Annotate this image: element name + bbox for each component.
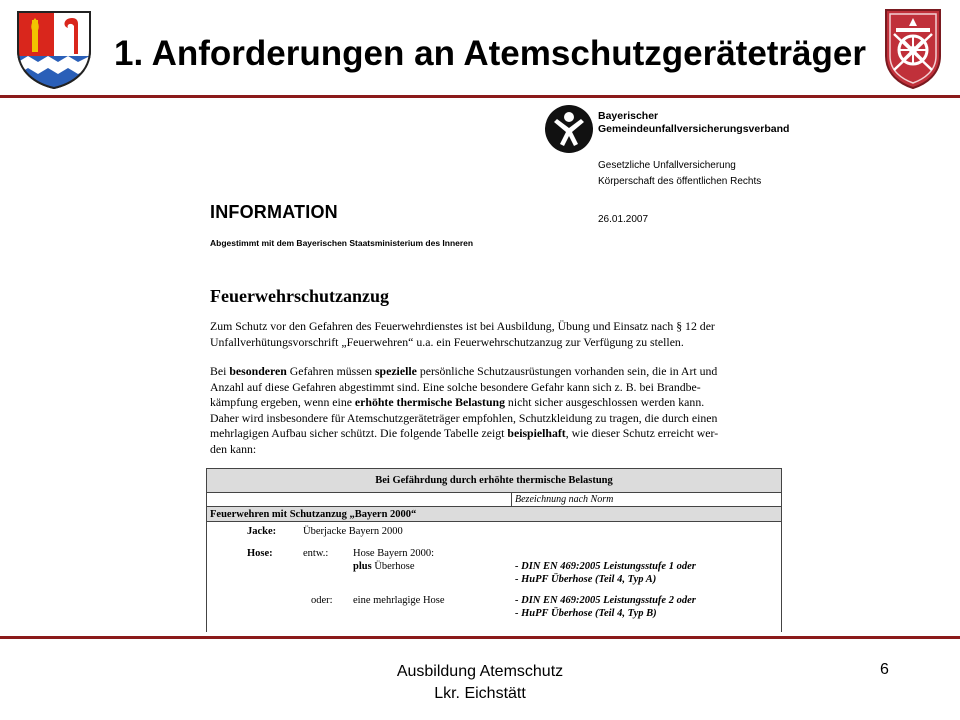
option-2-value: eine mehrlagige Hose: [353, 595, 445, 606]
text-run: Bei: [210, 364, 230, 378]
paragraph-2-line: den kann:: [210, 441, 257, 456]
option-1-line2: [353, 560, 415, 573]
table-header: Bei Gefährdung durch erhöhte thermische Belastung: [207, 469, 781, 493]
table-subheader: [207, 493, 781, 507]
emphasis-text: spezielle: [374, 364, 417, 378]
table-group-row: Feuerwehren mit Schutzanzug „Bayern 2000“: [207, 507, 781, 522]
text-run: Überhose: [371, 561, 415, 572]
option-1-line1: Hose Bayern 2000:: [353, 548, 435, 559]
gemeindeunfallversicherung-logo-icon: [544, 104, 594, 154]
paragraph-2-line: Daher wird insbesondere für Atemschutzgeräteträger empfohlen, Schutzkleidung zu tragen, die durch einen: [210, 410, 718, 425]
emphasis-text: erhöhte thermische Belastung: [354, 395, 505, 410]
emphasis-text: plus: [353, 561, 372, 572]
paragraph-1-line: Zum Schutz vor den Gefahren des Feuerwehrdienstes ist bei Ausbildung, Übung und Einsatz nach § 12 der: [210, 319, 715, 333]
paragraph-2: [210, 364, 789, 458]
text-run: , wie dieser Schutz erreicht wer-: [565, 426, 719, 441]
protection-table: [206, 468, 782, 632]
information-heading: INFORMATION: [210, 202, 338, 222]
paragraph-2-line: Anzahl auf diese Gefahren abgestimmt sind. Eine solche besondere Gefahr kann sich z. B. bei Brandbe-: [210, 379, 701, 394]
option-2-norm-1: - DIN EN 469:2005 Leistungsstufe 2 oder: [515, 595, 696, 606]
org-subtitle-line2: Körperschaft des öffentlichen Rechts: [598, 176, 762, 187]
district-crest-icon: [16, 10, 92, 90]
paragraph-1-line: Unfallverhütungsvorschrift „Feuerwehren“ u.a. ein Feuerwehrschutzanzug zur Verfügung zu stellen.: [210, 334, 684, 349]
org-subtitle-line1: Gesetzliche Unfallversicherung: [598, 160, 736, 171]
jacke-label: Jacke:: [247, 526, 277, 537]
emphasis-text: beispielhaft: [507, 426, 566, 441]
footer-line-2: Lkr. Eichstätt: [434, 685, 526, 702]
document-title: Feuerwehrschutzanzug: [210, 286, 389, 306]
text-run: persönliche Schutzausrüstungen vorhanden sein, die in Art und: [416, 364, 718, 378]
footer-line-1: Ausbildung Atemschutz: [396, 663, 564, 680]
column-norm-label: Bezeichnung nach Norm: [515, 494, 614, 505]
header-divider: [0, 95, 960, 98]
org-name-line2: Gemeindeunfallversicherungsverband: [598, 123, 789, 135]
paragraph-2-line: [210, 395, 789, 411]
paragraph-1: [210, 319, 789, 350]
option-2-label: oder:: [311, 595, 333, 606]
option-1-norm-2: - HuPF Überhose (Teil 4, Typ A): [515, 574, 657, 585]
option-2-norm-2: - HuPF Überhose (Teil 4, Typ B): [515, 608, 657, 619]
document-excerpt: [206, 102, 789, 632]
column-divider: [511, 493, 512, 507]
org-subtitle: [598, 158, 761, 190]
paragraph-2-line: [210, 426, 789, 442]
slide-title: 1. Anforderungen an Atemschutzgeräteträger: [114, 34, 866, 73]
option-1-label: entw.:: [303, 548, 329, 559]
text-run: kämpfung ergeben, wenn eine: [210, 395, 355, 410]
jacke-value: Überjacke Bayern 2000: [303, 526, 403, 537]
approval-note: Abgestimmt mit dem Bayerischen Staatsministerium des Inneren: [210, 238, 474, 248]
fire-brigade-emblem-icon: [882, 6, 944, 90]
org-name-line1: Bayerischer: [598, 110, 659, 122]
text-run: Gefahren müssen: [286, 364, 375, 378]
option-1-norm-1: - DIN EN 469:2005 Leistungsstufe 1 oder: [515, 561, 696, 572]
text-run: mehrlagigen Aufbau sicher schützt. Die folgende Tabelle zeigt: [210, 426, 508, 441]
paragraph-2-line: [210, 364, 789, 380]
footer-divider: [0, 636, 960, 639]
org-name: [598, 110, 789, 136]
page-number: 6: [880, 661, 889, 678]
document-date: 26.01.2007: [598, 214, 649, 225]
footer: [330, 661, 630, 705]
hose-label: Hose:: [247, 548, 273, 559]
emphasis-text: besonderen: [229, 364, 287, 378]
text-run: nicht sicher ausgeschlossen werden kann.: [504, 395, 705, 410]
